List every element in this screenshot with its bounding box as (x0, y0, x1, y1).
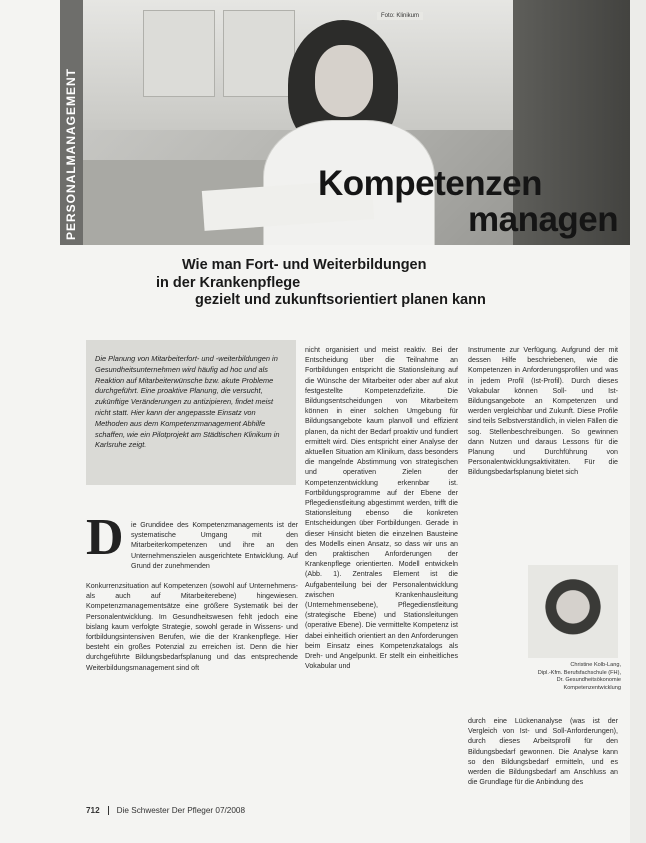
title-line-1: Kompetenzen (318, 164, 542, 203)
column-right-bottom (468, 716, 618, 787)
photo-cabinet (223, 10, 295, 97)
caption-line-3: Dr. Gesundheitsökonomie (556, 677, 621, 684)
title-line-2: managen (468, 200, 619, 239)
caption-name: Christine Kolb-Lang, (570, 662, 621, 668)
lead-box (86, 340, 296, 485)
subtitle-line-2: in der Krankenpflege (156, 275, 301, 291)
author-caption (519, 662, 621, 692)
subtitle-line-3: gezielt und zukunftsorientiert planen kann (195, 292, 486, 308)
column-left-intro-text: ie Grundidee des Kompetenzmanagements ist der systematische Umgang mit den Mitarbeiterkompetenzen und ihre an den Unternehmenszielen ausgerichtete Entwicklung. Auf Grund der zunehmenden (131, 521, 298, 570)
column-right-top-text: Instrumente zur Verfügung. Aufgrund der mit dessen Hilfe beschriebenen, wie die Kompetenzen in Anforderungsprofilen und was in jedem Profil (Ist-Profil). Durch dieses Vokabular können Soll- und Ist-Bildungsangebote an Kompetenzen und werden vergleichbar und Zukunft. Diese Profile sind teils Selbstverständlich, in vielen Fällen die sog. Stellenbeschreibungen. So gewinnen dann Nutzen und daraus Lessons für die Planung und Durchführung von Personalentwicklungsaktivitäten. Für die Bildungsbedarfsplanung bietet sich (468, 346, 618, 477)
lead-text: Die Planung von Mitarbeiterfort- und -weiterbildungen in Gesundheitsunternehmen wird häufig ad hoc und als Reaktion auf Mitarbeiterwünsche bzw. akute Probleme durchgeführt. Eine proaktive Planung, die versucht, zukünftige Veränderungen zu antizipieren, findet meist nicht statt. Hier kann der angepasste Einsatz von Methoden aus dem Kompetenzmanagement Abhilfe schaffen, wie ein Pilotprojekt am Städtischen Klinikum in Karlsruhe zeigt. (95, 354, 280, 450)
caption-line-2: Dipl.-Kfm. Berufsfachschule (FH), (537, 669, 621, 676)
column-middle-text: nicht organisiert und meist reaktiv. Bei der Entscheidung über die Teilnahme an Fortbildungen entspricht die Stationsleitung auf die Wünsche der Mitarbeiter oder aber auf akut festgestellte Kompetenzdefizite. Die Bildungsentscheidungen von Mitarbeitern können in einer solchen Umgebung für Bildungsangebote kaum planvoll und effizient planen, da nicht der Bedarf proaktiv und fundiert ermittelt wird. Dies entspricht einer Analyse der aktuellen Situation am Klinikum, dass besonders die mangelnde Abstimmung von strategischen und operativen Zielen der Kompetenzentwicklung erkennbar ist. Fortbildungsprogramme auf der Ebene der Pflegedienstleitung abgestimmt werden, trifft die Stationsleitung ebenso die konkreten Entscheidungen über Fortbildungen. Gerade in dieser Hinsicht bieten die einzelnen Bausteine des Modells einen Ansatz, so dass wir uns an den praktischen Anforderungen der Krankenpflege orientierten. Modell entwickeln (Abb. 1). Zentrales Element ist die Aufgabenteilung bei der Personalentwicklung zwischen Krankenhausleitung (Unternehmensebene), Pflegedienstleitung (strategische Ebene) und Stationsleitungen (operative Ebene). Die vermittelte Kompetenz ist dabei einheitlich orientiert an den Anforderungen beim Einsatz eines Kompetenzkatalogs als Dreh- und Angelpunkt. Er stellt ein einheitliches Vokabular und (305, 346, 458, 671)
journal-name: Die Schwester Der Pfleger 07/2008 (116, 806, 246, 815)
page-edge (630, 0, 646, 843)
footer-divider (108, 806, 109, 815)
author-portrait (528, 565, 618, 658)
column-left-body (86, 581, 298, 673)
column-left-intro (131, 520, 298, 571)
dropcap: D (86, 509, 124, 566)
photo-person-face (315, 45, 373, 117)
page-number: 712 (86, 806, 100, 815)
photo-credit: Foto: Klinikum (377, 12, 423, 20)
page-footer (86, 806, 245, 815)
photo-cabinet (143, 10, 215, 97)
column-middle (305, 345, 458, 672)
column-left-body-text: Konkurrenzsituation auf Kompetenzen (sowohl auf Unternehmens- als auch auf Mitarbeiterebene) hingewiesen. Kompetenzmanagementsätze eine größere Systematik bei der Personalentwicklung. Im Gesundheitswesen fehlt jedoch eine bislang kaum verfolgte Strategie, sowohl gerade in Wissens- und fortbildungsintensiven Berufen, wie die der Krankenpflege. Hier besteht ein großes Potenzial zu erreichen ist. Denn die hier durchgeführte Bildungsbedarfsplanung und das entsprechende Weiterbildungsmanagement sind oft (86, 582, 298, 672)
subtitle-line-1: Wie man Fort- und Weiterbildungen (182, 257, 427, 273)
column-right-bottom-text: durch eine Lückenanalyse (was ist der Vergleich von Ist- und Soll-Anforderungen), durch dieses Arbeitsprofil für den Bildungsbedarf gewonnen. Die Analyse kann so den Bildungsbedarf ermitteln, und es werden die Bildungsbedarf am Anschluss an die Grundlage für die Anbindung des (468, 717, 618, 787)
column-right-top (468, 345, 618, 478)
section-label: PERSONALMANAGEMENT (64, 67, 78, 240)
caption-line-4: Kompetenzentwicklung (563, 684, 621, 691)
